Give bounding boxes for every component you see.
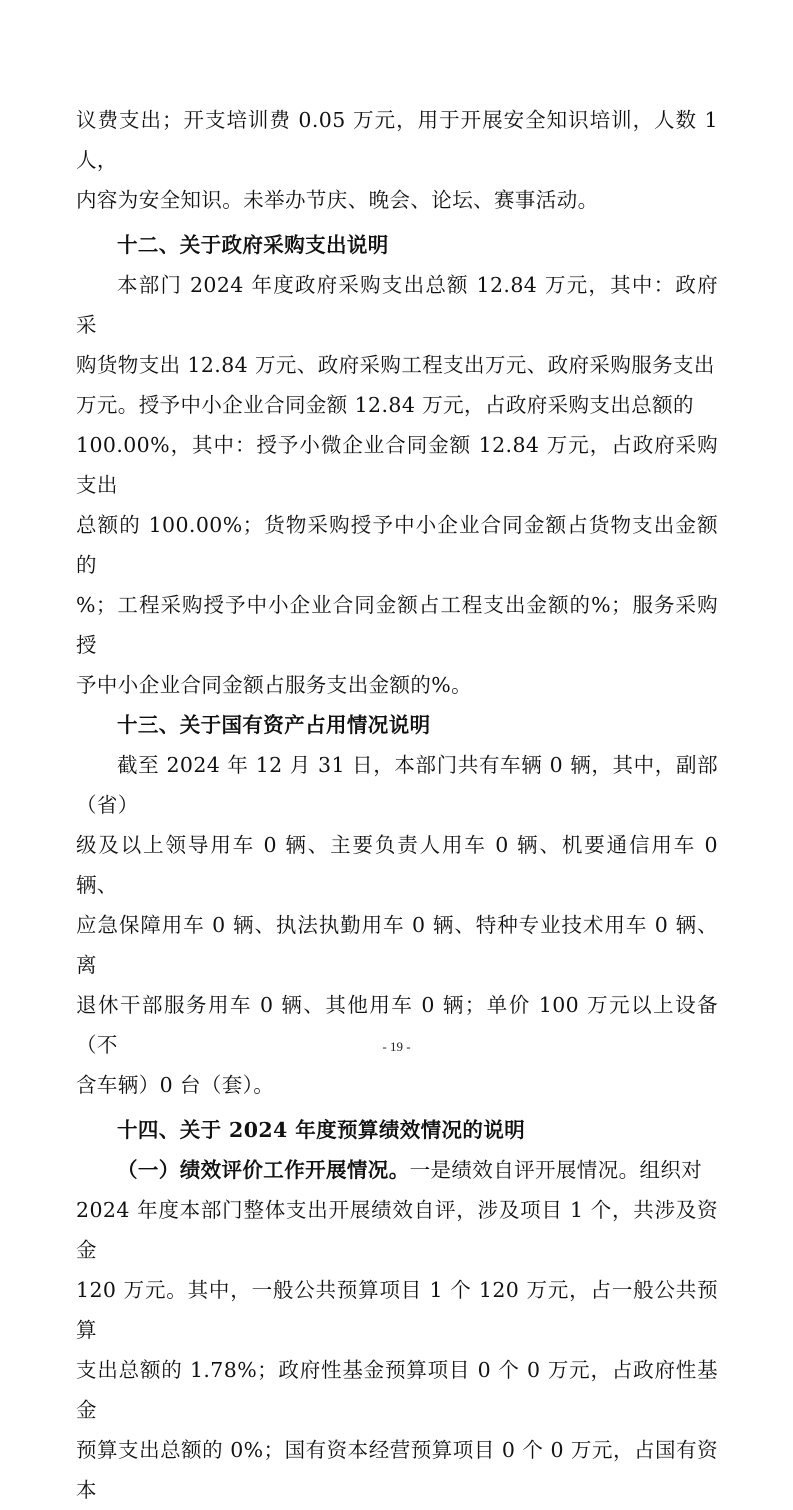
- subheading-evaluation-work: （一）绩效评价工作开展情况。: [117, 1158, 410, 1182]
- paragraph-training-expense: 议费支出；开支培训费 0.05 万元，用于开展安全知识培训，人数 1 人， 内容为安全知识。未举办节庆、晚会、论坛、赛事活动。: [76, 108, 718, 212]
- heading-government-procurement: 十二、关于政府采购支出说明: [117, 233, 389, 257]
- heading-state-assets: 十三、关于国有资产占用情况说明: [117, 713, 431, 737]
- paragraph-performance-evaluation: [76, 1150, 718, 1510]
- paragraph-state-assets: 截至 2024 年 12 月 31 日，本部门共有车辆 0 辆，其中，副部（省） 级及以上领导用车 0 辆、主要负责人用车 0 辆、机要通信用车 0 辆、 应急保障用车 0 辆、执法执勤用车 0 辆、特种专业技术用车 0 辆、离 退休干部服务用车 0 辆、其他用车 0 辆；单价 100 万元以上设备（不 含车辆）0 台（套）。: [76, 753, 718, 1097]
- heading-budget-performance: 十四、关于 2024 年度预算绩效情况的说明: [117, 1118, 526, 1142]
- document-body: [76, 100, 718, 1510]
- paragraph-evaluation-text: 一是绩效自评开展情况。组织对 2024 年度本部门整体支出开展绩效自评，涉及项目 1 个，共涉及资金 120 万元。其中，一般公共预算项目 1 个 120 万元，占一般公共预算 支出总额的 1.78%；政府性基金预算项目 0 个 0 万元，占政府性基金 预算支出总额的 0%；国有资本经营预算项目 0 个 0 万元，占国有资本: [76, 1158, 718, 1502]
- paragraph-government-procurement: 本部门 2024 年度政府采购支出总额 12.84 万元，其中：政府采 购货物支出 12.84 万元、政府采购工程支出万元、政府采购服务支出 万元。授予中小企业合同金额 12.84 万元，占政府采购支出总额的 100.00%，其中：授予小微企业合同金额 12.84 万元，占政府采购支出 总额的 100.00%；货物采购授予中小企业合同金额占货物支出金额的 %；工程采购授予中小企业合同金额占工程支出金额的%；服务采购授 予中小企业合同金额占服务支出金额的%。: [76, 273, 718, 697]
- page-number: - 19 -: [382, 1039, 411, 1054]
